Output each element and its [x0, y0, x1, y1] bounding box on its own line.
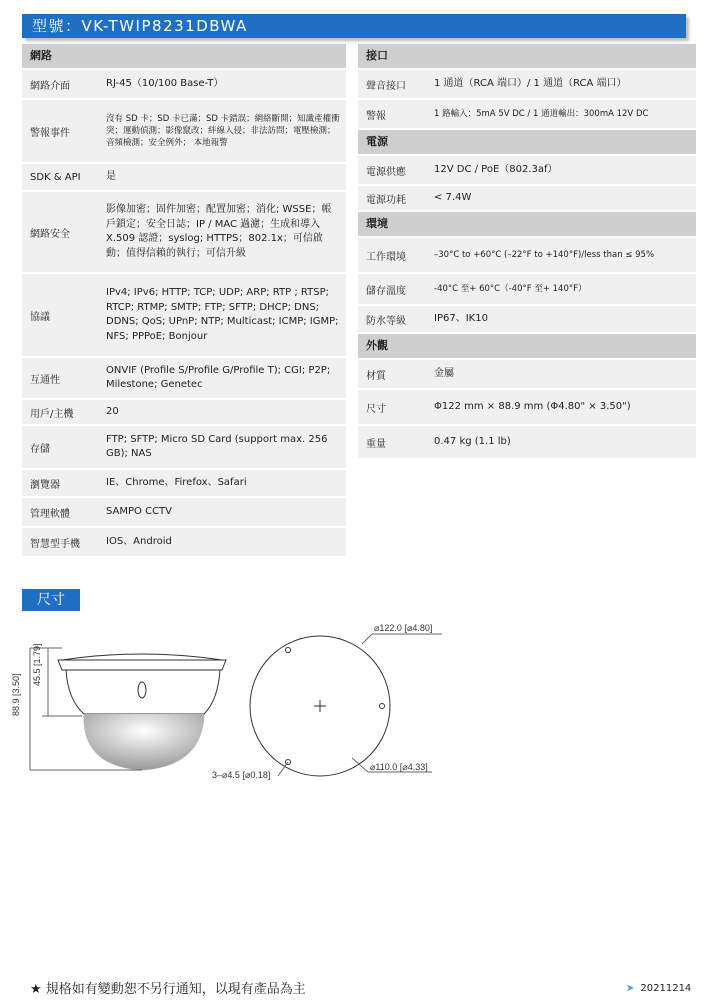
spec-row — [358, 70, 696, 100]
spec-value: -40°C 至+ 60°C（-40°F 至+ 140°F） — [434, 283, 587, 294]
network-spec-table — [22, 44, 346, 558]
spec-row — [22, 100, 346, 164]
spec-value: 是 — [106, 170, 116, 182]
spec-value: 0.47 kg (1.1 lb) — [434, 435, 511, 447]
spec-label: 工作環境 — [366, 251, 406, 263]
spec-label: 重量 — [366, 438, 386, 450]
spec-row — [22, 400, 346, 426]
spec-value: FTP; SFTP; Micro SD Card (support max. 256 GB); NAS — [106, 433, 328, 459]
holes-label: 3–⌀4.5 [⌀0.18] — [212, 770, 271, 780]
spec-label: 聲音接口 — [366, 80, 406, 92]
spec-row — [358, 360, 696, 390]
spec-label: 智慧型手機 — [30, 538, 80, 550]
section-header-environment: 環境 — [358, 212, 696, 238]
spec-value: RJ-45（10/100 Base-T） — [106, 77, 224, 89]
spec-value: IP67、IK10 — [434, 312, 488, 324]
spec-row — [22, 426, 346, 470]
spec-row — [358, 100, 696, 130]
camera-side-view — [30, 648, 226, 770]
spec-value: IOS、Android — [106, 535, 172, 547]
spec-label: 網路安全 — [30, 228, 70, 240]
section-header-interface: 接口 — [358, 44, 696, 70]
dimension-drawing — [11, 618, 462, 788]
height-total-label: 88.9 [3.50] — [11, 673, 21, 716]
spec-row — [358, 274, 696, 306]
camera-top-view — [250, 634, 442, 776]
spec-label: 網路介面 — [30, 80, 70, 92]
spec-label: 儲存溫度 — [366, 285, 406, 297]
spec-label: 協議 — [30, 311, 50, 323]
document-date — [626, 983, 691, 994]
height-dome-label: 45.5 [1.79] — [32, 643, 42, 686]
spec-row — [358, 390, 696, 426]
section-header-power: 電源 — [358, 130, 696, 156]
mount-diameter-label: ⌀110.0 [⌀4.33] — [370, 762, 428, 772]
spec-label: 管理軟體 — [30, 508, 70, 520]
spec-value: 12V DC / PoE（802.3af） — [434, 163, 558, 175]
spec-row — [22, 274, 346, 358]
spec-value: Φ122 mm × 88.9 mm (Φ4.80" × 3.50") — [434, 400, 631, 412]
spec-row — [22, 164, 346, 192]
spec-value: IE、Chrome、Firefox、Safari — [106, 476, 247, 488]
spec-label: 存儲 — [30, 443, 50, 455]
spec-value: 20 — [106, 405, 119, 417]
spec-row — [22, 498, 346, 528]
hardware-spec-table — [358, 44, 696, 460]
spec-row — [358, 238, 696, 274]
spec-value: < 7.4W — [434, 191, 472, 203]
spec-label: 電源功耗 — [366, 194, 406, 206]
spec-value: 1 路輸入：5mA 5V DC / 1 通道輸出：300mA 12V DC — [434, 108, 649, 119]
chevron-right-icon: ➤ — [626, 983, 635, 994]
date-text: 20211214 — [640, 983, 692, 994]
spec-row — [358, 156, 696, 186]
spec-label: 互通性 — [30, 374, 60, 386]
spec-label: 防水等級 — [366, 315, 406, 327]
spec-label: 用戶/主機 — [30, 408, 74, 420]
spec-value: 影像加密；固件加密；配置加密；消化; WSSE；帳戶鎖定；安全日誌；IP / MAC 過濾；生成和導入 X.509 認證；syslog; HTTPS；802.1x；可信啟動；值得信賴的執行；可信升級 — [106, 204, 332, 259]
spec-label: 材質 — [366, 370, 386, 382]
spec-row — [22, 70, 346, 100]
spec-value: 沒有 SD 卡；SD 卡已滿；SD 卡錯誤；網絡斷開；知識產權衝突；運動偵測；影像竄改；絆線入侵；非法訪問；電壓檢測；音頻檢測；安全例外； 本地報警 — [106, 113, 340, 149]
spec-row — [22, 358, 346, 400]
spec-row — [22, 528, 346, 558]
section-header-network: 網路 — [22, 44, 346, 70]
disclaimer-note: ★ 規格如有變動恕不另行通知，以現有產品為主 — [30, 982, 306, 997]
spec-label: 警報 — [366, 110, 386, 122]
outer-diameter-label: ⌀122.0 [⌀4.80] — [374, 623, 433, 633]
spec-value: ONVIF (Profile S/Profile G/Profile T); CGI; P2P; Milestone; Genetec — [106, 364, 331, 390]
spec-label: 警報事件 — [30, 127, 70, 139]
spec-value: IPv4; IPv6; HTTP; TCP; UDP; ARP; RTP ; RTSP; RTCP; RTMP; SMTP; FTP; SFTP; DHCP; DNS; DDNS; QoS; UPnP; NTP; Multicast; ICMP; IGMP; NFS; PPPoE; Bonjour — [106, 287, 339, 342]
spec-value: –30°C to +60°C (–22°F to +140°F)/less than ≤ 95% — [434, 249, 655, 260]
spec-value: 1 通道（RCA 端口）/ 1 通道（RCA 端口） — [434, 77, 627, 89]
spec-row — [358, 186, 696, 212]
spec-row — [358, 306, 696, 334]
spec-label: SDK & API — [30, 171, 81, 183]
section-header-appearance: 外觀 — [358, 334, 696, 360]
spec-value: 金屬 — [434, 367, 454, 379]
spec-label: 電源供應 — [366, 166, 406, 178]
spec-row — [358, 426, 696, 460]
spec-value: SAMPO CCTV — [106, 505, 172, 517]
model-title-bar: 型號：VK-TWIP8231DBWA — [22, 14, 686, 38]
spec-row — [22, 470, 346, 498]
dimensions-title: 尺寸 — [22, 589, 80, 611]
spec-label: 瀏覽器 — [30, 479, 60, 491]
spec-row — [22, 192, 346, 274]
spec-label: 尺寸 — [366, 403, 386, 415]
